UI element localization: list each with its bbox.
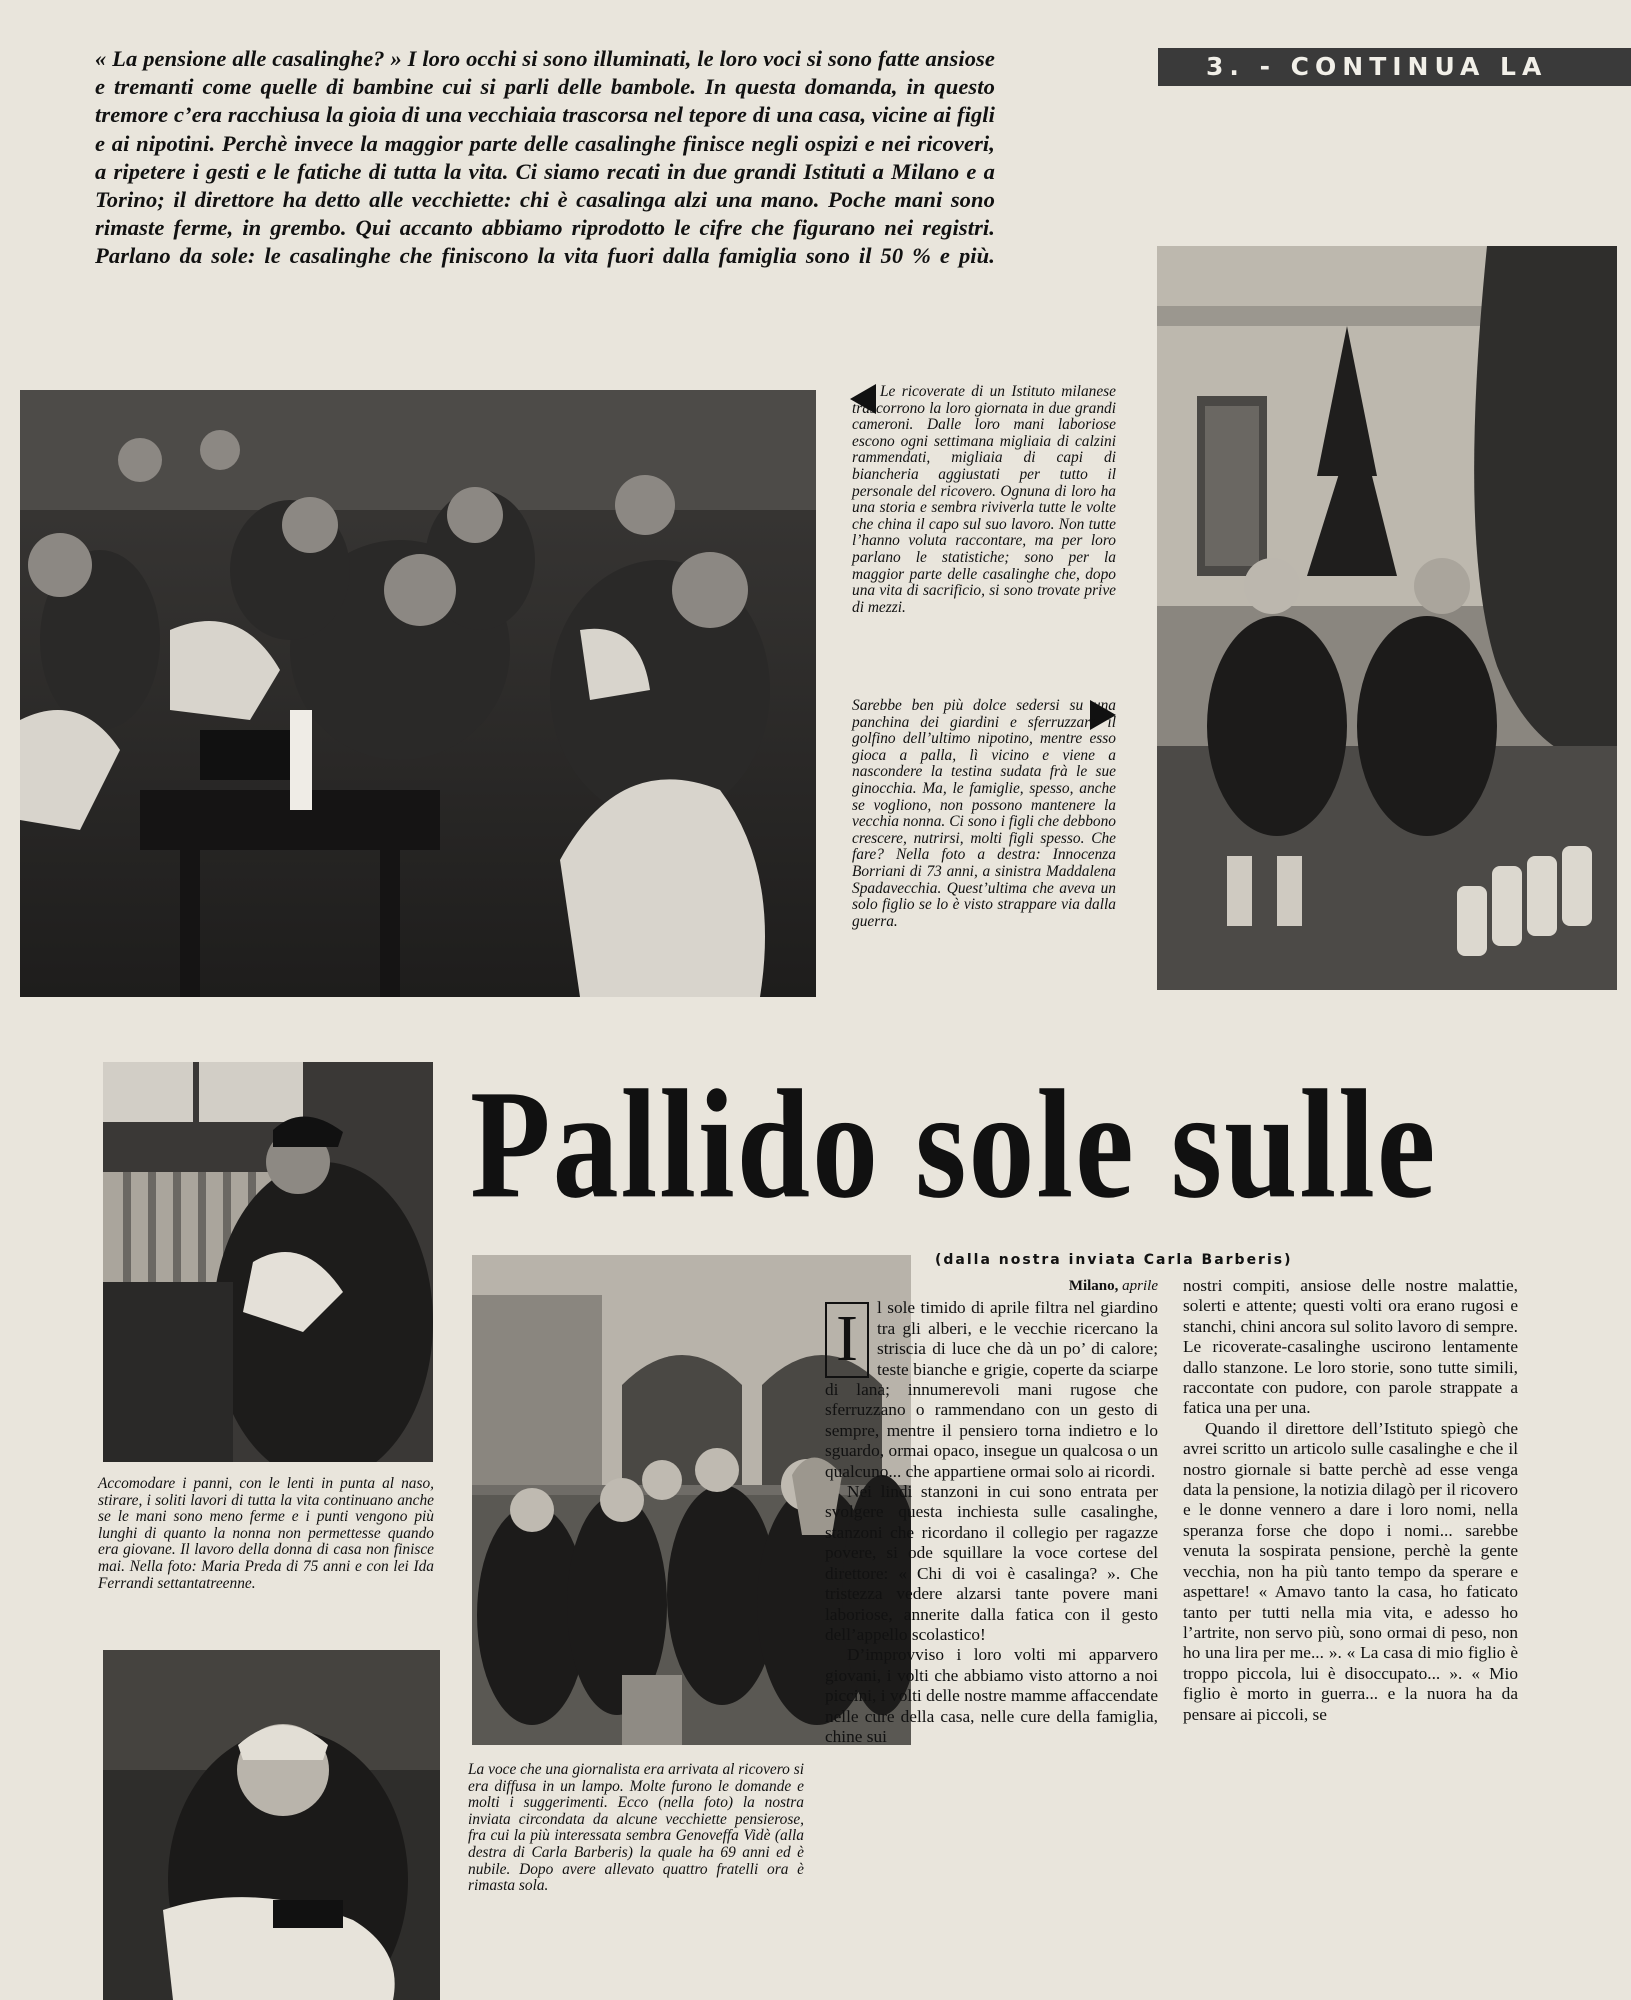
lead-paragraph: « La pensione alle casalinghe? » I loro occhi si sono illuminati, le loro voci si sono fatte ansiose e tremanti come quelle di bambine cui si parli delle bambole. In questa domanda, in questo tremore c’era racchiusa la gioia di una vecchiaia trascorsa nel tepore di una casa, vicine ai figli e ai nipotini. Perchè invece la maggior parte delle casalinghe finisce negli ospizi e nei ricoveri, a ripetere i gesti e le fatiche di tutta la vita. Ci siamo recati in due grandi Istituti a Milano e a Torino; il direttore ha detto alle vecchiette: chi è casalinga alzi una mano. Poche mani sono rimaste ferme, in grembo. Qui accanto abbiamo riprodotto le cifre che figurano nei registri. Parlano da sole: le casalinghe che finiscono la vita fuori dalla famiglia sono il 50 % e più. (95, 46, 995, 269)
drop-cap: I (825, 1302, 869, 1378)
article-paragraph: Quando il direttore dell’Istituto spiegò che avrei scritto un articolo sulle casalinghe e che il nostro giornale si batte perchè ad esse venga data la pensione, la notizia dilagò per il ricovero e le donne vennero a dare i loro nomi, nella speranza forse che dopo i nomi... sarebbe venuta la sospirata pensione, perchè la gente vecchia, non ha più tanto tempo da sperare e aspettare! « Amavo tanto la casa, ho faticato tanto per tutti nella mia vita, e adesso ho l’artrite, non servo più, sono ormai di peso, non ho una lira per me... ». « La casa di mio figlio è troppo piccola, lui è disoccupato... ». « Mio figlio è morto in guerra... e la nuora ha da pensare ai piccoli, se (1183, 1418, 1518, 1724)
caption-garden-bench: Sarebbe ben più dolce sedersi su una panchina dei giardini e sferruzzare il golfino dell’ultimo nipotino, mentre esso gioca a palla, lì vicino e viene a nascondere la testina sudata frà le sue ginocchia. Ma, le famiglie, spesso, anche se vogliono, non possono mantenere la vecchia nonna. Ci sono i figli che debbono crescere, nutrirsi, molti figli spesso. Che fare? Nella foto a destra: Innocenza Borriani di 73 anni, a sinistra Maddalena Spadavecchia. Quest’ultima che aveva un solo figlio se lo è visto strappare via dalla guerra. (852, 697, 1116, 930)
article-text: l sole timido di aprile filtra nel giardino tra gli alberi, e le vecchie ricercano la striscia di luce che dà un po’ di calore; teste bianche e grigie, coperte da sciarpe di lana; innumerevoli mani rugose che sferruzzano o rammendano con un gesto di sempre, mentre il pensiero torna indietro e lo sguardo, ormai opaco, insegue un qualcosa o un qualcuno... che appartiene ormai solo ai ricordi. (825, 1298, 1158, 1481)
article-paragraph: nostri compiti, ansiose delle nostre malattie, solerti e attente; questi volti ora erano rugosi e stanchi, chini ancora sul solito lavoro di sempre. Le ricoverate-casalinghe uscirono lentamente dallo stanzone. Le loro storie, sono tutte simili, raccontate con pudore, con parole strappate a fatica una per una. (1183, 1276, 1518, 1418)
caption-sewing-room: Le ricoverate di un Istituto milanese trascorrono la loro giornata in due grandi cameroni. Dalle loro mani laboriose escono ogni settimana migliaia di calzini rammendati, migliaia di capi di biancheria aggiustati per tutto il personale del ricovero. Ognuna di loro ha una storia e sembra riviverla tutte le volte che china il capo sul suo lavoro. Non tutte l’hanno voluta raccontare, ma per loro parlano le statistiche; sono per la maggior parte delle casalinghe che, dopo una vita di sacrificio, si sono trovate prive di mezzi. (852, 383, 1116, 616)
dateline-place: Milano, (1068, 1278, 1119, 1294)
byline: (dalla nostra inviata Carla Barberis) (935, 1252, 1293, 1268)
photo-mending (103, 1062, 433, 1462)
article-headline: Pallido sole sulle (470, 1057, 1438, 1231)
caption-mending: Accomodare i panni, con le lenti in punta al naso, stirare, i soliti lavori di tutta la vita continuano anche se le mani sono meno ferme e i punti vengono più lunghi di quanto la nonna non permettesse quando era giovane. Il lavoro della donna di casa non finisce mai. Nella foto: Maria Preda di 75 anni e con lei Ida Ferrandi settantatreenne. (98, 1475, 434, 1592)
photo-sewing-room (20, 390, 816, 997)
dateline (825, 1276, 1158, 1296)
article-paragraph (825, 1298, 1158, 1482)
dateline-month: aprile (1122, 1278, 1158, 1294)
series-banner: 3. - CONTINUA LA (1158, 48, 1631, 86)
article-paragraph: D’improvviso i loro volti mi apparvero giovani, i volti che abbiamo visto attorno a noi piccini, i volti delle nostre mamme affaccendate nelle cure della casa, nelle cure della famiglia, chine sui (825, 1645, 1158, 1746)
caption-journalist: La voce che una giornalista era arrivata al ricovero si era diffusa in un lampo. Molte furono le domande e molti i suggerimenti. Ecco (nella foto) la nostra inviata circondata da alcune vecchiette pensierose, fra cui la più interessata sembra Genoveffa Vidè (alla destra di Carla Barberis) la quale ha 69 anni ed è nubile. Dopo avere allevato quattro fratelli ora è rimasta sola. (468, 1761, 804, 1895)
photo-garden-bench (1157, 246, 1617, 990)
article-column-1 (825, 1276, 1158, 1747)
article-paragraph: Nei lindi stanzoni in cui sono entrata per svolgere questa inchiesta sulle casalinghe, stanzoni che ricordano il collegio per ragazze povere, si ode squillare la voce cortese del direttore: « Chi di voi è casalinga? ». Che tristezza vedere alzarsi tante povere mani laboriose, annerite dalla fatica con il gesto dell’appello scolastico! (825, 1482, 1158, 1644)
article-column-2 (1183, 1276, 1518, 1725)
photo-ironing (103, 1650, 440, 2000)
